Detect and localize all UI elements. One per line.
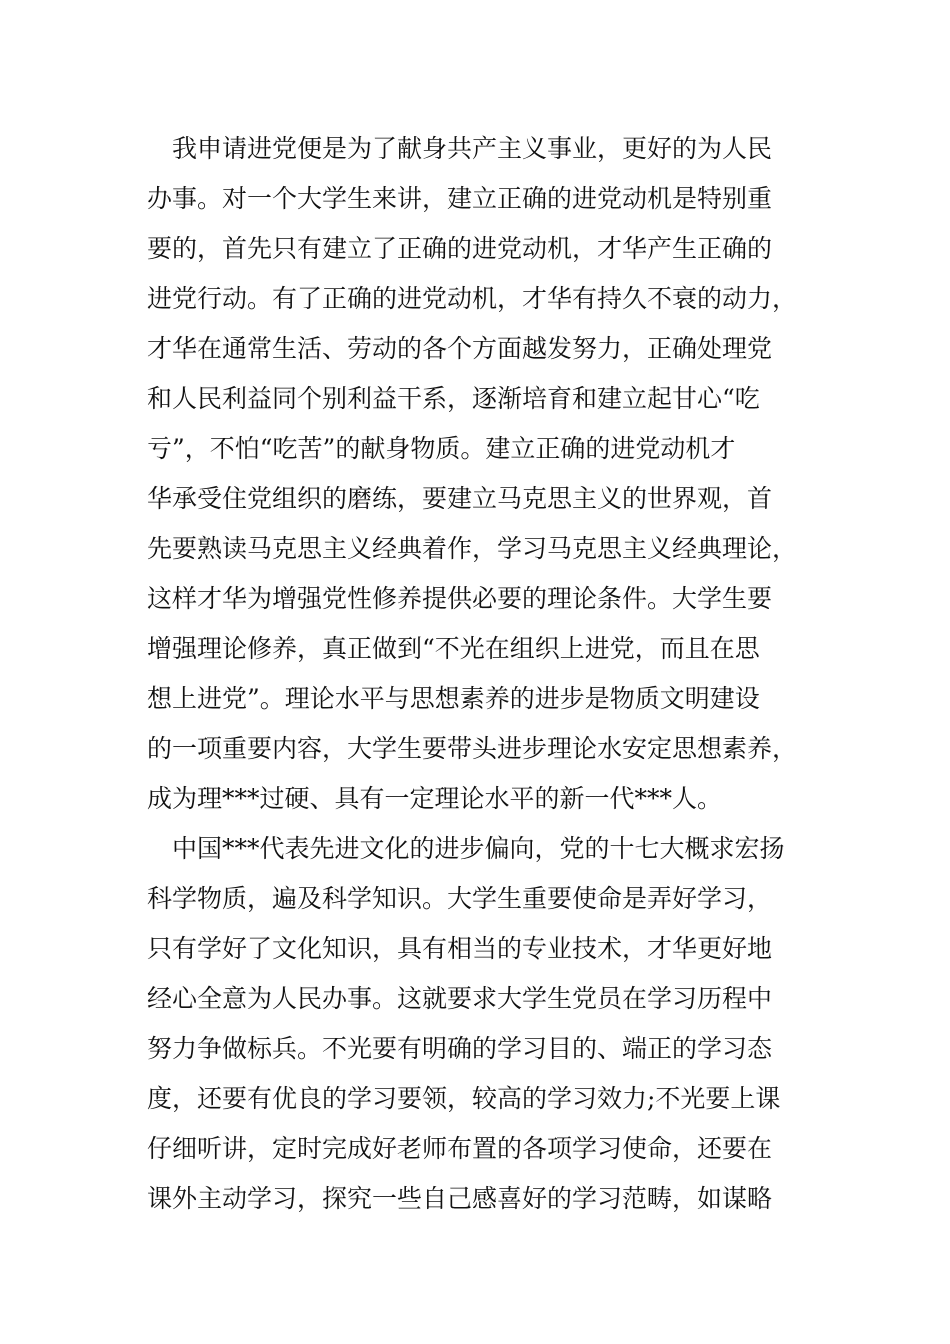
text-line: 仔细听讲，定时完成好老师布置的各项学习使命，还要在 xyxy=(147,1134,773,1163)
text-line: 努力争做标兵。不光要有明确的学习目的、端正的学习态 xyxy=(147,1034,773,1063)
text-line: 办事。对一个大学生来讲，建立正确的进党动机是特别重 xyxy=(147,184,773,213)
text-line: 进党行动。有了正确的进党动机，才华有持久不衰的动力， xyxy=(147,284,798,313)
text-line: 华承受住党组织的磨练，要建立马克思主义的世界观，首 xyxy=(147,484,773,513)
text-line: 度，还要有优良的学习要领，较高的学习效力;不光要上课 xyxy=(147,1084,781,1113)
text-line: 这样才华为增强党性修养提供必要的理论条件。大学生要 xyxy=(147,584,773,613)
paragraph-2 xyxy=(147,824,807,1224)
document-body xyxy=(147,124,807,1224)
text-line: 只有学好了文化知识，具有相当的专业技术，才华更好地 xyxy=(147,934,773,963)
text-line: 经心全意为人民办事。这就要求大学生党员在学习历程中 xyxy=(147,984,773,1013)
text-line: 先要熟读马克思主义经典着作，学习马克思主义经典理论， xyxy=(147,534,798,563)
text-line: 中国***代表先进文化的进步偏向，党的十七大概求宏扬 xyxy=(172,834,785,863)
text-line: 成为理***过硬、具有一定理论水平的新一代***人。 xyxy=(147,784,723,813)
text-line: 想上进党”。理论水平与思想素养的进步是物质文明建设 xyxy=(147,684,760,713)
text-line: 和人民利益同个别利益干系，逐渐培育和建立起甘心“吃 xyxy=(147,384,760,413)
text-line: 科学物质，遍及科学知识。大学生重要使命是弄好学习， xyxy=(147,884,773,913)
text-line: 增强理论修养，真正做到“不光在组织上进党，而且在思 xyxy=(147,634,760,663)
text-line: 才华在通常生活、劳动的各个方面越发努力，正确处理党 xyxy=(147,334,773,363)
text-line: 的一项重要内容，大学生要带头进步理论水安定思想素养， xyxy=(147,734,798,763)
text-line: 我申请进党便是为了献身共产主义事业，更好的为人民 xyxy=(172,134,773,163)
text-line: 要的，首先只有建立了正确的进党动机，才华产生正确的 xyxy=(147,234,773,263)
text-line: 课外主动学习，探究一些自己感喜好的学习范畴，如谋略 xyxy=(147,1184,773,1213)
paragraph-1 xyxy=(147,124,807,824)
text-line: 亏”，不怕“吃苦”的献身物质。建立正确的进党动机才 xyxy=(147,434,736,463)
